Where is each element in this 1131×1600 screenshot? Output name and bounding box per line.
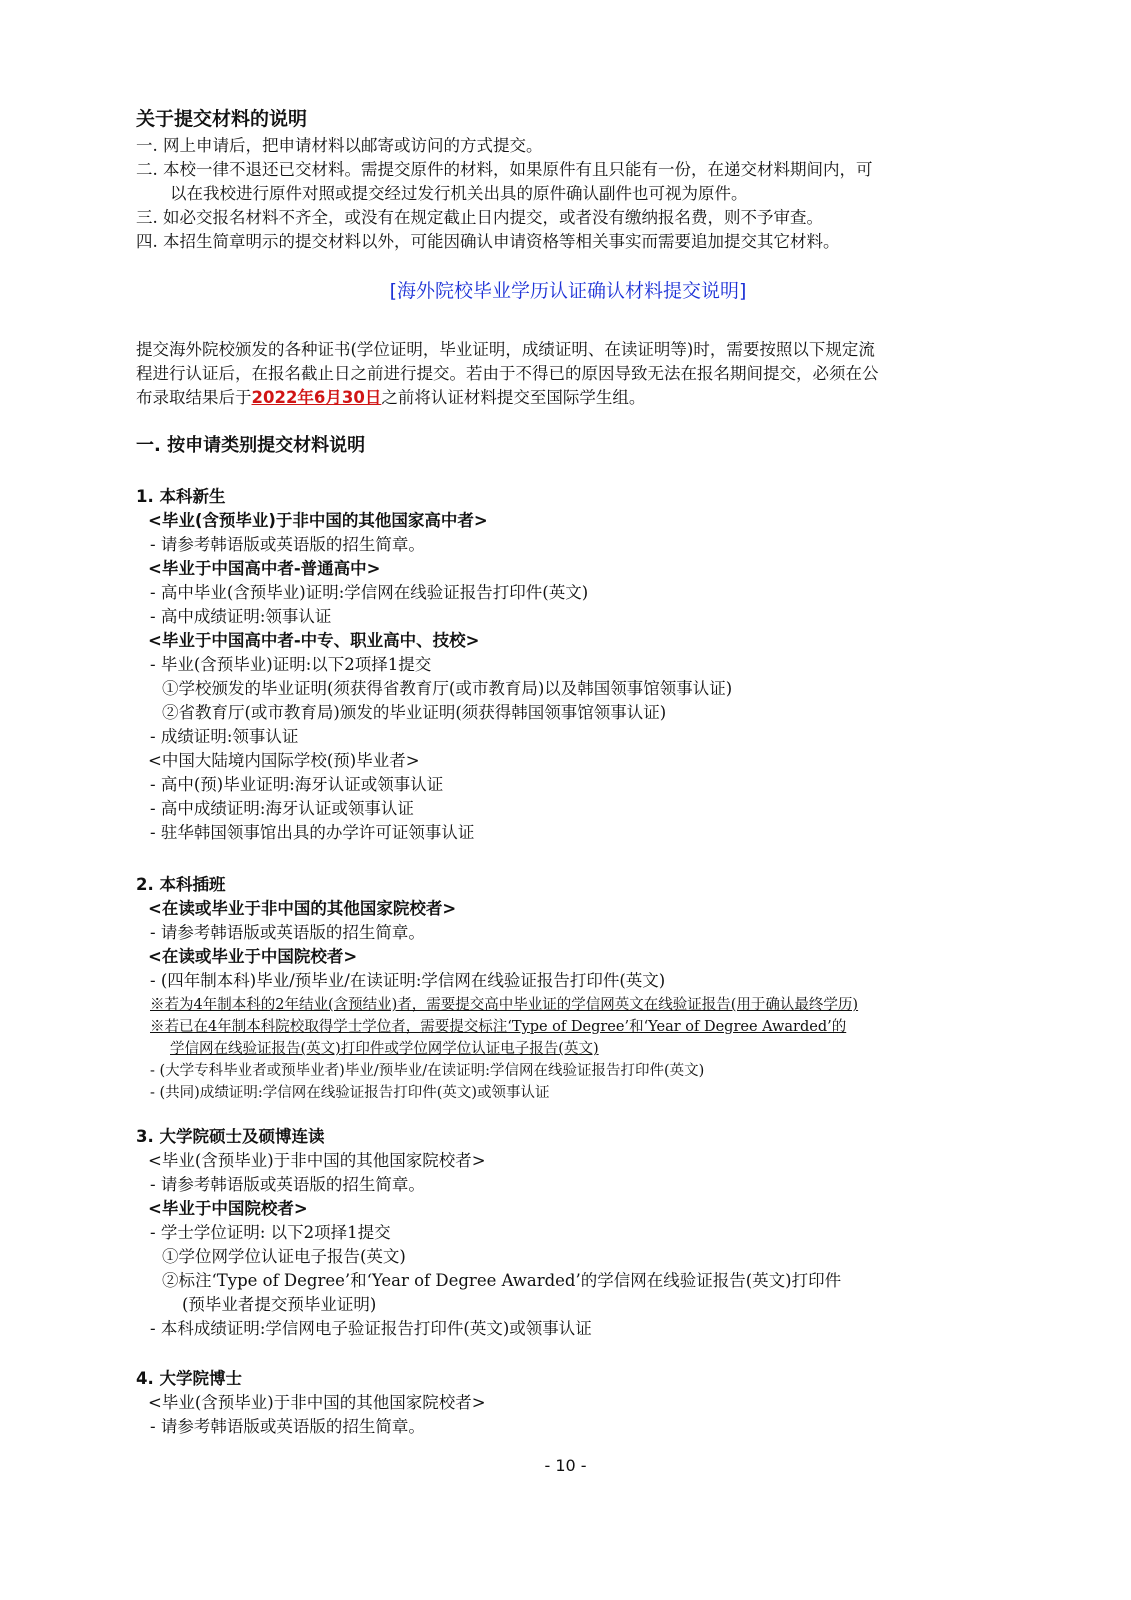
cat4-item: - 请参考韩语版或英语版的招生简章。 bbox=[150, 1417, 425, 1436]
page-title: 关于提交材料的说明 bbox=[136, 108, 308, 130]
section-heading: 一. 按申请类别提交材料说明 bbox=[136, 435, 366, 456]
cat1-group: <毕业(含预毕业)于非中国的其他国家高中者> bbox=[148, 511, 488, 530]
cat2-item: - (大学专科毕业者或预毕业者)毕业/预毕业/在读证明:学信网在线验证报告打印件(英文) bbox=[150, 1063, 705, 1079]
intro-line-3-suffix: 之前将认证材料提交至国际学生组。 bbox=[381, 388, 646, 407]
cat2-title: 2. 本科插班 bbox=[136, 875, 226, 894]
cat2-group: <在读或毕业于非中国的其他国家院校者> bbox=[148, 899, 457, 918]
cat4-title: 4. 大学院博士 bbox=[136, 1369, 242, 1388]
cat2-item: - (四年制本科)毕业/预毕业/在读证明:学信网在线验证报告打印件(英文) bbox=[150, 971, 666, 990]
cat2-group: <在读或毕业于中国院校者> bbox=[148, 947, 358, 966]
cat1-option: ①学校颁发的毕业证明(须获得省教育厅(或市教育局)以及韩国领事馆领事认证) bbox=[162, 679, 733, 698]
intro-line-2: 程进行认证后，在报名截止日之前进行提交。若由于不得已的原因导致无法在报名期间提交，必须在公 bbox=[136, 364, 879, 383]
cat2-note: ※若已在4年制本科院校取得学士学位者，需要提交标注‘Type of Degree’和‘Year of Degree Awarded’的 bbox=[150, 1019, 847, 1035]
page-number: - 10 - bbox=[544, 1456, 587, 1475]
note-2: 二. 本校一律不退还已交材料。需提交原件的材料，如果原件有且只能有一份，在递交材料期间内，可 bbox=[136, 160, 873, 179]
cat3-item: - 本科成绩证明:学信网电子验证报告打印件(英文)或领事认证 bbox=[150, 1319, 592, 1338]
cat4-group: <毕业(含预毕业)于非中国的其他国家院校者> bbox=[148, 1393, 486, 1412]
subtitle: [海外院校毕业学历认证确认材料提交说明] bbox=[389, 280, 747, 302]
note-2-cont: 以在我校进行原件对照或提交经过发行机关出具的原件确认副件也可视为原件。 bbox=[170, 184, 748, 203]
cat1-group: <毕业于中国高中者-中专、职业高中、技校> bbox=[148, 631, 480, 650]
cat1-item: - 成绩证明:领事认证 bbox=[150, 727, 299, 746]
cat1-item: - 高中(预)毕业证明:海牙认证或领事认证 bbox=[150, 775, 444, 794]
intro-line-1: 提交海外院校颁发的各种证书(学位证明，毕业证明，成绩证明、在读证明等)时，需要按照以下规定流 bbox=[136, 340, 875, 359]
note-3: 三. 如必交报名材料不齐全，或没有在规定截止日内提交，或者没有缴纳报名费，则不予审查。 bbox=[136, 208, 823, 227]
cat2-note-cont: 学信网在线验证报告(英文)打印件或学位网学位认证电子报告(英文) bbox=[170, 1041, 599, 1057]
cat3-item: - 学士学位证明: 以下2项择1提交 bbox=[150, 1223, 391, 1242]
cat3-group: <毕业(含预毕业)于非中国的其他国家院校者> bbox=[148, 1151, 486, 1170]
cat1-item: - 高中毕业(含预毕业)证明:学信网在线验证报告打印件(英文) bbox=[150, 583, 589, 602]
note-1: 一. 网上申请后，把申请材料以邮寄或访问的方式提交。 bbox=[136, 136, 543, 155]
cat1-option: ②省教育厅(或市教育局)颁发的毕业证明(须获得韩国领事馆领事认证) bbox=[162, 703, 667, 722]
cat1-group: <毕业于中国高中者-普通高中> bbox=[148, 559, 381, 578]
note-4: 四. 本招生简章明示的提交材料以外，可能因确认申请资格等相关事实而需要追加提交其它材料。 bbox=[136, 232, 840, 251]
cat1-group: <中国大陆境内国际学校(预)毕业者> bbox=[148, 751, 420, 770]
cat1-title: 1. 本科新生 bbox=[136, 487, 226, 506]
cat1-item: - 高中成绩证明:领事认证 bbox=[150, 607, 332, 626]
cat1-item: - 驻华韩国领事馆出具的办学许可证领事认证 bbox=[150, 823, 475, 842]
intro-line-3 bbox=[136, 387, 645, 409]
cat3-title: 3. 大学院硕士及硕博连读 bbox=[136, 1127, 325, 1146]
cat3-group: <毕业于中国院校者> bbox=[148, 1199, 308, 1218]
cat2-item: - 请参考韩语版或英语版的招生简章。 bbox=[150, 923, 425, 942]
cat2-note: ※若为4年制本科的2年结业(含预结业)者，需要提交高中毕业证的学信网英文在线验证报告(用于确认最终学历) bbox=[150, 997, 859, 1013]
cat3-item: - 请参考韩语版或英语版的招生简章。 bbox=[150, 1175, 425, 1194]
cat1-item: - 高中成绩证明:海牙认证或领事认证 bbox=[150, 799, 414, 818]
cat2-item: - (共同)成绩证明:学信网在线验证报告打印件(英文)或领事认证 bbox=[150, 1085, 550, 1101]
cat1-item: - 毕业(含预毕业)证明:以下2项择1提交 bbox=[150, 655, 432, 674]
cat3-option: ①学位网学位认证电子报告(英文) bbox=[162, 1247, 406, 1266]
intro-line-3-prefix: 布录取结果后于 bbox=[136, 388, 252, 407]
cat1-item: - 请参考韩语版或英语版的招生简章。 bbox=[150, 535, 425, 554]
cat3-option: ②标注‘Type of Degree’和‘Year of Degree Awarded’的学信网在线验证报告(英文)打印件 bbox=[162, 1271, 842, 1290]
deadline-date: 2022年6月30日 bbox=[251, 388, 382, 407]
cat3-option-cont: (预毕业者提交预毕业证明) bbox=[182, 1295, 377, 1314]
